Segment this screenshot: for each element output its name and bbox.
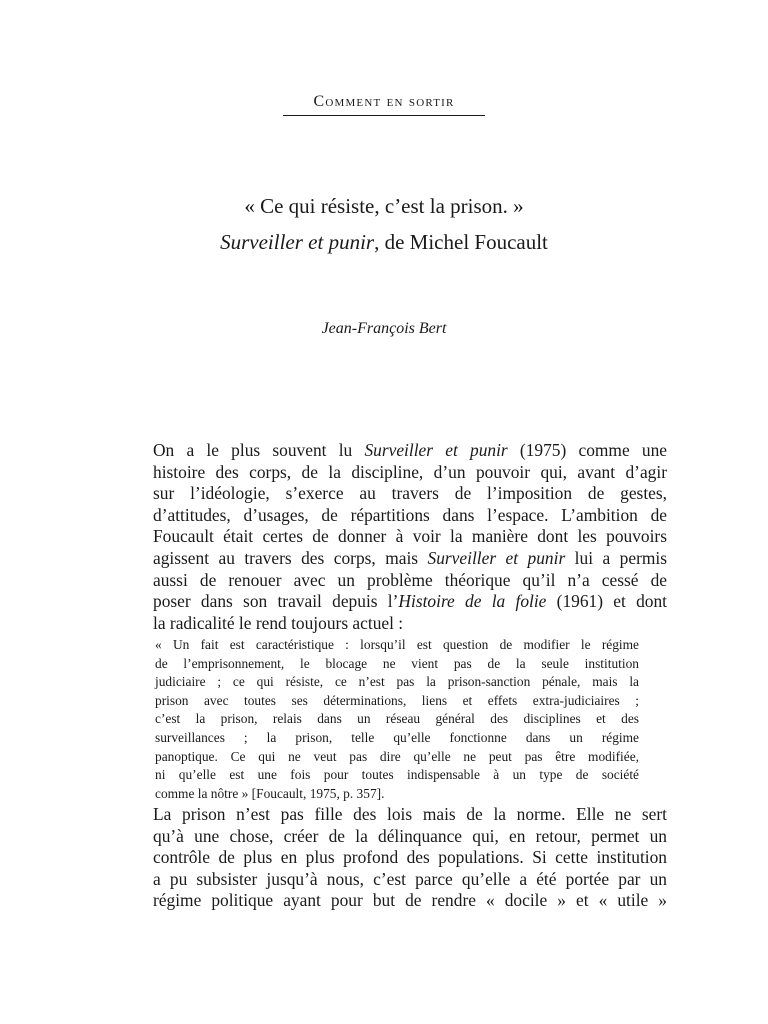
text-run: agissent au travers des corps, mais (153, 547, 428, 568)
text-run: poser dans son travail depuis l’ (153, 591, 399, 612)
author-name: Jean-François Bert (321, 320, 447, 337)
text-run: lui a permis (565, 547, 667, 568)
quote-line: judiciaire ; ce qui résiste, ce n’est pas la prison-sanction pénale, mais la (155, 674, 639, 690)
paragraph-1 (125, 440, 667, 634)
title-line-1: « Ce qui résiste, c’est la prison. » (244, 194, 524, 218)
quote-line: prison avec toutes ses déterminations, liens et effets extra-judiciaires ; (155, 692, 639, 708)
text-run: (1961) et dont (546, 591, 667, 612)
book-title: Surveiller et punir (220, 230, 375, 254)
quote-line: surveillances ; la prison, telle qu’elle fonctionne dans un régime (155, 729, 639, 745)
paragraph-line (125, 548, 667, 570)
paragraph-2 (125, 804, 667, 912)
text-run: On a le plus souvent lu (153, 440, 365, 460)
paragraph-line (125, 591, 667, 613)
quote-line: ni qu’elle est une fois pour toutes indispensable à un type de société (155, 767, 639, 783)
article-title (0, 188, 768, 260)
section-title: Comment en sortir (283, 93, 485, 116)
book-title-italic: Histoire de la folie (398, 591, 547, 612)
paragraph-line: aussi de renouer avec un problème théorique qu’il n’a cessé de (153, 569, 667, 590)
paragraph-line: qu’à une chose, créer de la délinquance qui, en retour, permet un (153, 825, 667, 846)
title-line-2 (0, 224, 768, 260)
quote-line: c’est la prison, relais dans un réseau général des disciplines et des (155, 711, 639, 727)
book-title-italic: Surveiller et punir (427, 547, 566, 568)
paragraph-line: histoire des corps, de la discipline, d’un pouvoir qui, avant d’agir (153, 461, 667, 482)
text-run: (1975) comme une (507, 440, 667, 460)
paragraph-line: contrôle de plus en plus profond des populations. Si cette institution (153, 847, 667, 868)
paragraph-line (125, 440, 667, 462)
quote-line: de l’emprisonnement, le blocage ne vient pas de la seule institution (155, 655, 639, 671)
book-title-italic: Surveiller et punir (364, 440, 508, 460)
quote-line: « Un fait est caractéristique : lorsqu’il est question de modifier le régime (155, 637, 639, 652)
paragraph-line: sur l’idéologie, s’exerce au travers de l’imposition de gestes, (153, 483, 667, 504)
title-line-2-rest: , de Michel Foucault (374, 230, 548, 254)
paragraph-line: régime politique ayant pour but de rendre « docile » et « utile » (153, 890, 667, 911)
quote-line: panoptique. Ce qui ne veut pas dire qu’elle ne peut pas être modifiée, (155, 748, 639, 764)
paragraph-line: d’attitudes, d’usages, de répartitions dans l’espace. L’ambition de (153, 504, 667, 525)
paragraph-line: la radicalité le rend toujours actuel : (153, 612, 404, 633)
section-header (0, 93, 768, 116)
paragraph-line: a pu subsister jusqu’à nous, c’est parce qu’elle a été portée par un (153, 868, 667, 889)
block-quote (155, 636, 639, 803)
quote-line: comme la nôtre » [Foucault, 1975, p. 357]. (155, 785, 385, 801)
paragraph-line: Foucault était certes de donner à voir la manière dont les pouvoirs (153, 526, 667, 547)
paragraph-line: La prison n’est pas fille des lois mais de la norme. Elle ne sert (153, 804, 667, 824)
